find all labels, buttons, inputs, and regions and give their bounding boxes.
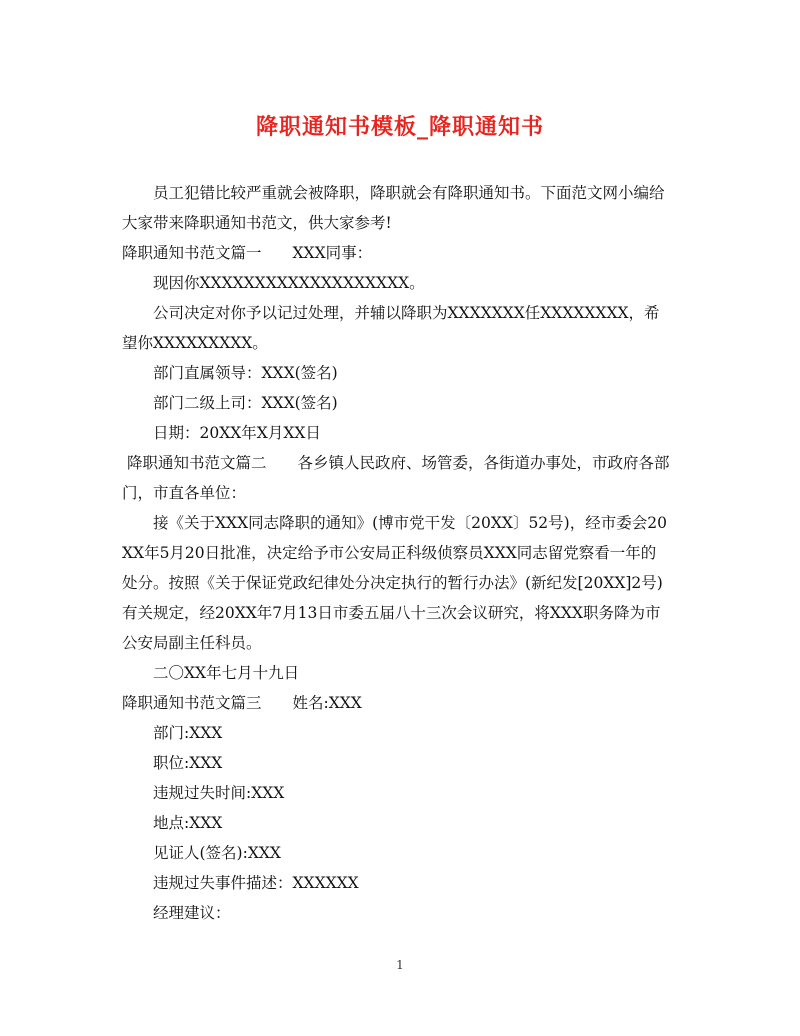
- document-body: [122, 178, 670, 928]
- sample-three-heading: 降职通知书范文篇三 姓名:XXX: [122, 694, 362, 712]
- sample-three-violation-time: 违规过失时间:XXX: [153, 784, 285, 802]
- sample-three-manager-suggestion: 经理建议：: [153, 904, 231, 922]
- sample-two-body: 接《关于XXX同志降职的通知》(博市党干发〔20XX〕52号)，经市委会20XX年5月20日批准，决定给予市公安局正科级侦察员XXX同志留党察看一年的处分。按照《关于保证党政纪律处分决定执行的暂行办法》(新纪发[20XX]2号)有关规定，经20XX年7月13日市委五届八十三次会议研究，将XXX职务降为市公安局副主任科员。: [122, 514, 667, 652]
- intro-paragraph: 员工犯错比较严重就会被降职，降职就会有降职通知书。下面范文网小编给大家带来降职通知书范文，供大家参考!: [122, 184, 665, 232]
- sample-one-second-supervisor: 部门二级上司：XXX(签名): [153, 394, 338, 412]
- sample-three-witness: 见证人(签名):XXX: [153, 844, 281, 862]
- sample-two-heading: 降职通知书范文篇二 各乡镇人民政府、场管委，各街道办事处，市政府各部门，市直各单位：: [122, 454, 670, 502]
- sample-one-reason: 现因你XXXXXXXXXXXXXXXXXXX。: [153, 274, 425, 292]
- sample-one-heading: 降职通知书范文篇一 XXX同事：: [122, 244, 373, 262]
- sample-three-incident-description: 违规过失事件描述：XXXXXX: [153, 874, 359, 892]
- sample-three-location: 地点:XXX: [153, 814, 223, 832]
- sample-three-position: 职位:XXX: [153, 754, 223, 772]
- document-title: 降职通知书模板_降职通知书: [255, 114, 544, 140]
- sample-three-department: 部门:XXX: [153, 724, 223, 742]
- sample-one-date: 日期：20XX年X月XX日: [153, 424, 321, 442]
- sample-two-date: 二〇XX年七月十九日: [153, 664, 300, 682]
- sample-one-decision: 公司决定对你予以记过处理，并辅以降职为XXXXXXX任XXXXXXXX，希望你XXXXXXXXX。: [122, 304, 660, 352]
- page-number: 1: [396, 958, 404, 972]
- sample-one-direct-leader: 部门直属领导：XXX(签名): [153, 364, 338, 382]
